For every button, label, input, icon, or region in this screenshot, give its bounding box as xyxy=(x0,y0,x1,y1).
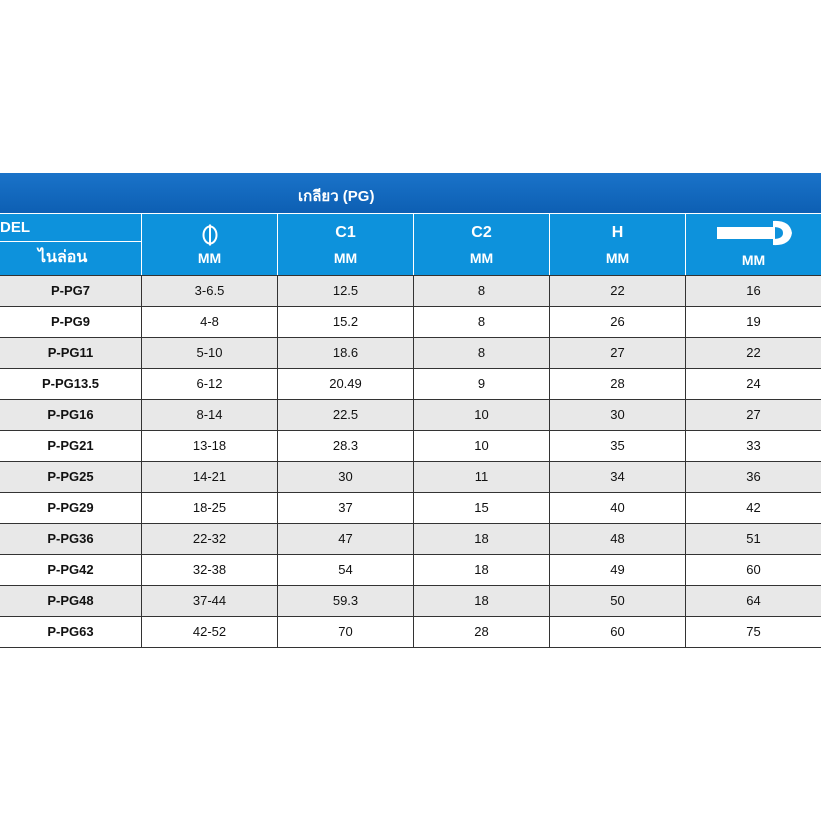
cell-model: P-PG29 xyxy=(47,500,94,515)
table-header xyxy=(0,213,821,275)
header-wrench-unit: MM xyxy=(741,252,766,268)
table-row xyxy=(0,586,821,617)
table-row xyxy=(0,431,821,462)
table-row xyxy=(0,524,821,555)
cell-wrench: 19 xyxy=(685,307,821,337)
cell-h: 50 xyxy=(549,586,685,616)
cell-wrench: 24 xyxy=(685,369,821,399)
wrench-icon xyxy=(717,220,793,246)
cell-dia: 3-6.5 xyxy=(141,276,277,306)
cell-c2: 10 xyxy=(413,400,549,430)
header-h-unit: MM xyxy=(605,250,630,266)
cell-model: P-PG16 xyxy=(47,407,94,422)
table-row xyxy=(0,493,821,524)
spec-table xyxy=(0,173,821,648)
cell-c1: 54 xyxy=(277,555,413,585)
cell-dia: 37-44 xyxy=(141,586,277,616)
cell-model: P-PG48 xyxy=(47,593,94,608)
cell-model: P-PG36 xyxy=(47,531,94,546)
cell-dia: 13-18 xyxy=(141,431,277,461)
cell-c2: 28 xyxy=(413,617,549,647)
header-c2 xyxy=(413,214,549,275)
cell-c1: 22.5 xyxy=(277,400,413,430)
cell-h: 35 xyxy=(549,431,685,461)
cell-model: P-PG11 xyxy=(47,345,94,360)
cell-c2: 18 xyxy=(413,586,549,616)
cell-model: P-PG7 xyxy=(50,283,90,298)
cell-dia: 22-32 xyxy=(141,524,277,554)
header-c1 xyxy=(277,214,413,275)
cell-wrench: 33 xyxy=(685,431,821,461)
cell-c1: 37 xyxy=(277,493,413,523)
cell-c1: 70 xyxy=(277,617,413,647)
header-h-label: H xyxy=(611,224,624,241)
cell-c1: 59.3 xyxy=(277,586,413,616)
cell-dia: 6-12 xyxy=(141,369,277,399)
cell-c1: 20.49 xyxy=(277,369,413,399)
cell-dia: 32-38 xyxy=(141,555,277,585)
table-row xyxy=(0,617,821,648)
cell-model: P-PG21 xyxy=(47,438,94,453)
model-header-top: DEL xyxy=(0,219,30,236)
cell-wrench: 36 xyxy=(685,462,821,492)
cell-c2: 15 xyxy=(413,493,549,523)
cell-wrench: 64 xyxy=(685,586,821,616)
header-diameter-unit: MM xyxy=(197,250,222,266)
cell-h: 40 xyxy=(549,493,685,523)
header-c1-label: C1 xyxy=(335,224,356,241)
table-row xyxy=(0,276,821,307)
cell-dia: 14-21 xyxy=(141,462,277,492)
cell-h: 26 xyxy=(549,307,685,337)
cell-wrench: 75 xyxy=(685,617,821,647)
model-header-bottom: ไนล่อน xyxy=(0,241,141,275)
cell-wrench: 16 xyxy=(685,276,821,306)
cell-c2: 8 xyxy=(413,276,549,306)
cell-c2: 18 xyxy=(413,524,549,554)
table-title-bar xyxy=(0,173,821,213)
cell-c1: 47 xyxy=(277,524,413,554)
table-title: เกลียว (PG) xyxy=(298,188,375,205)
table-row xyxy=(0,338,821,369)
cell-h: 28 xyxy=(549,369,685,399)
cell-h: 60 xyxy=(549,617,685,647)
cell-c1: 12.5 xyxy=(277,276,413,306)
header-diameter xyxy=(141,214,277,275)
cell-wrench: 27 xyxy=(685,400,821,430)
cell-c1: 15.2 xyxy=(277,307,413,337)
cell-c2: 10 xyxy=(413,431,549,461)
cell-dia: 8-14 xyxy=(141,400,277,430)
table-body xyxy=(0,275,821,648)
cell-h: 48 xyxy=(549,524,685,554)
header-h xyxy=(549,214,685,275)
table-row xyxy=(0,307,821,338)
cell-h: 34 xyxy=(549,462,685,492)
cell-c2: 11 xyxy=(413,462,549,492)
cell-dia: 5-10 xyxy=(141,338,277,368)
cell-model: P-PG13.5 xyxy=(41,376,100,391)
diameter-icon xyxy=(201,224,219,246)
header-c2-label: C2 xyxy=(471,224,492,241)
cell-c2: 8 xyxy=(413,338,549,368)
cell-c2: 18 xyxy=(413,555,549,585)
cell-wrench: 51 xyxy=(685,524,821,554)
cell-h: 30 xyxy=(549,400,685,430)
table-row xyxy=(0,462,821,493)
cell-dia: 18-25 xyxy=(141,493,277,523)
cell-h: 49 xyxy=(549,555,685,585)
cell-wrench: 42 xyxy=(685,493,821,523)
cell-model: P-PG25 xyxy=(47,469,94,484)
header-c1-unit: MM xyxy=(333,250,358,266)
table-row xyxy=(0,369,821,400)
table-row xyxy=(0,555,821,586)
cell-model: P-PG63 xyxy=(47,624,94,639)
cell-model: P-PG9 xyxy=(50,314,90,329)
header-wrench xyxy=(685,214,821,275)
cell-c1: 18.6 xyxy=(277,338,413,368)
cell-wrench: 22 xyxy=(685,338,821,368)
cell-dia: 4-8 xyxy=(141,307,277,337)
cell-h: 27 xyxy=(549,338,685,368)
cell-dia: 42-52 xyxy=(141,617,277,647)
cell-c1: 28.3 xyxy=(277,431,413,461)
cell-h: 22 xyxy=(549,276,685,306)
cell-c2: 9 xyxy=(413,369,549,399)
cell-c1: 30 xyxy=(277,462,413,492)
cell-model: P-PG42 xyxy=(47,562,94,577)
cell-wrench: 60 xyxy=(685,555,821,585)
header-c2-unit: MM xyxy=(469,250,494,266)
model-header xyxy=(0,214,141,275)
cell-c2: 8 xyxy=(413,307,549,337)
table-row xyxy=(0,400,821,431)
